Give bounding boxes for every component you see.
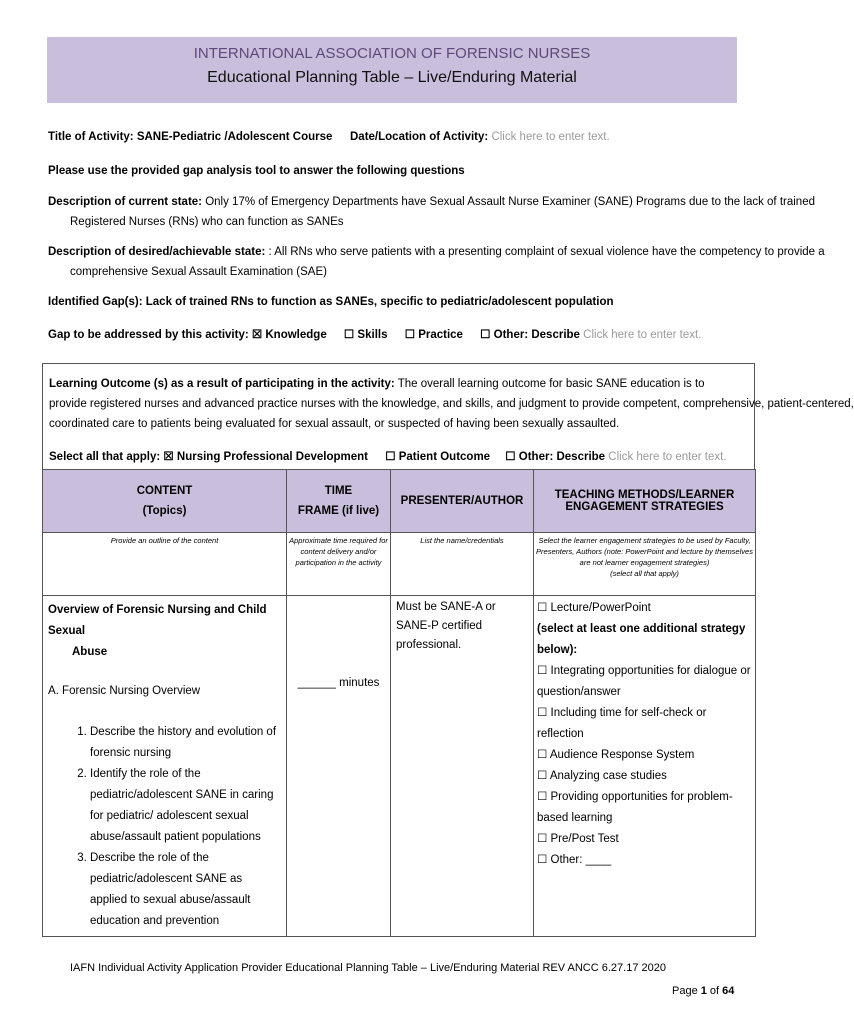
table-subheader-row (43, 533, 756, 596)
page-total: 64 (722, 985, 735, 997)
outcome-option-patient[interactable]: ☐ Patient Outcome (385, 451, 491, 463)
subheader-content: Provide an outline of the content (43, 533, 287, 596)
page-footer: IAFN Individual Activity Application Provider Educational Planning Table – Live/Enduring Material REV ANCC 6.27.17 2020 (70, 962, 666, 974)
method-pre-post-test[interactable]: ☐ Pre/Post Test (537, 833, 619, 845)
gap-other-field[interactable]: Click here to enter text. (583, 329, 702, 341)
time-value[interactable]: ______ minutes (297, 677, 380, 689)
content-heading-1: Overview of Forensic Nursing and Child Sexual (48, 604, 267, 637)
subheader-presenter: List the name/credentials (391, 533, 534, 596)
header-presenter: PRESENTER/AUTHOR (391, 470, 534, 533)
method-problem-based[interactable]: ☐ Providing opportunities for problem-based learning (537, 791, 733, 824)
outcome-option-npd[interactable]: ☒ Nursing Professional Development (163, 451, 368, 463)
desired-state-text-2: comprehensive Sexual Assault Examination (SAE) (70, 266, 327, 278)
outcome-option-other[interactable]: ☐ Other: Describe (505, 451, 606, 463)
outcome-other-field[interactable]: Click here to enter text. (608, 451, 727, 463)
page-number (672, 985, 734, 997)
table-row (43, 596, 756, 937)
header-time-frame: FRAME (if live) (297, 505, 380, 517)
method-self-check[interactable]: ☐ Including time for self-check or reflection (537, 707, 707, 740)
content-cell (43, 596, 287, 937)
method-audience-response[interactable]: ☐ Audience Response System (537, 749, 695, 761)
header-time-title: TIME (324, 485, 353, 497)
identified-gap-row (48, 296, 614, 308)
learning-outcome-label: Learning Outcome (s) as a result of participating in the activity: (49, 378, 395, 390)
activity-title-label: Title of Activity: (48, 131, 134, 143)
list-item: 3. Describe the role of the pediatric/adolescent SANE as applied to sexual abuse/assault education and prevention (90, 848, 281, 932)
subheader-methods-note: (select all that apply) (610, 569, 679, 578)
learning-outcome-row (49, 378, 705, 390)
select-all-row (49, 449, 727, 463)
desired-state-text-1: : All RNs who serve patients with a presenting complaint of sexual violence have the competency to provide a (268, 246, 825, 258)
gap-option-skills[interactable]: ☐ Skills (343, 329, 388, 341)
methods-cell (534, 596, 756, 937)
content-heading-2: Abuse (72, 646, 108, 658)
learning-outcome-box (42, 363, 854, 470)
gap-option-practice[interactable]: ☐ Practice (404, 329, 463, 341)
gap-tool-note: Please use the provided gap analysis tool to answer the following questions (48, 165, 465, 177)
methods-instruction: (select at least one additional strategy below): (537, 623, 746, 656)
current-state-text-2: Registered Nurses (RNs) who can function as SANEs (70, 216, 344, 228)
document-subtitle: Educational Planning Table – Live/Enduring Material (207, 69, 577, 86)
header-content (43, 470, 287, 533)
page-current: 1 (700, 985, 707, 997)
activity-title-value: SANE-Pediatric /Adolescent Course (136, 131, 333, 143)
header-content-title: CONTENT (136, 485, 193, 497)
learning-outcome-text-2: provide registered nurses and advanced practice nurses with the knowledge, and skills, and judgment to provide competent, comprehensive, patient-centered, (49, 398, 854, 410)
activity-date-field[interactable]: Click here to enter text. (491, 131, 610, 143)
learning-outcome-text-3: coordinated care to patients being evaluated for sexual assault, or suspected of having been sexually assaulted. (49, 418, 620, 430)
list-item: 1. Describe the history and evolution of forensic nursing (90, 722, 281, 764)
select-all-label: Select all that apply: (49, 451, 161, 463)
gap-addressed-row (48, 327, 701, 341)
activity-title-row (48, 131, 332, 143)
header-time (287, 470, 391, 533)
planning-table (42, 469, 756, 937)
subheader-time: Approximate time required for content delivery and/or participation in the activity (287, 533, 391, 596)
learning-outcome-text-1: The overall learning outcome for basic SANE education is to (397, 378, 705, 390)
method-other[interactable]: ☐ Other: ____ (537, 854, 612, 866)
table-header-row (43, 470, 756, 533)
gap-addressed-label: Gap to be addressed by this activity: (48, 329, 249, 341)
header-methods: TEACHING METHODS/LEARNER ENGAGEMENT STRATEGIES (534, 470, 756, 533)
content-list (48, 722, 281, 932)
activity-date-row (350, 131, 610, 143)
organization-name: INTERNATIONAL ASSOCIATION OF FORENSIC NURSES (193, 45, 591, 62)
subheader-methods-text: Select the learner engagement strategies to be used by Faculty, Presenters, Authors (note: PowerPoint and lecture by themselves are not learner engagement strategies) (536, 536, 753, 567)
list-item: 2. Identify the role of the pediatric/adolescent SANE in caring for pediatric/ adolescent sexual abuse/assault patient populations (90, 764, 281, 848)
identified-gap-label: Identified Gap(s): (48, 296, 143, 308)
subheader-methods (534, 533, 756, 596)
activity-date-label: Date/Location of Activity: (350, 131, 489, 143)
identified-gap-value: Lack of trained RNs to function as SANEs, specific to pediatric/adolescent population (145, 296, 614, 308)
method-lecture[interactable]: ☐ Lecture/PowerPoint (537, 602, 651, 614)
time-cell (287, 596, 391, 937)
gap-option-knowledge[interactable]: ☒ Knowledge (251, 329, 327, 341)
method-case-studies[interactable]: ☐ Analyzing case studies (537, 770, 667, 782)
desired-state-label: Description of desired/achievable state: (48, 246, 266, 258)
page-prefix: Page (672, 985, 701, 997)
current-state-label: Description of current state: (48, 196, 202, 208)
current-state-text-1: Only 17% of Emergency Departments have Sexual Assault Nurse Examiner (SANE) Programs due to the lack of trained (205, 196, 815, 208)
current-state-row (48, 196, 815, 208)
header-content-topics: (Topics) (142, 505, 187, 517)
content-section: A. Forensic Nursing Overview (48, 685, 201, 697)
header-banner (47, 37, 737, 103)
page-of: of (706, 985, 723, 997)
presenter-cell: Must be SANE-A or SANE-P certified professional. (391, 596, 534, 937)
desired-state-row (48, 246, 825, 258)
gap-option-other[interactable]: ☐ Other: Describe (480, 329, 580, 341)
method-dialogue[interactable]: ☐ Integrating opportunities for dialogue or question/answer (537, 665, 751, 698)
